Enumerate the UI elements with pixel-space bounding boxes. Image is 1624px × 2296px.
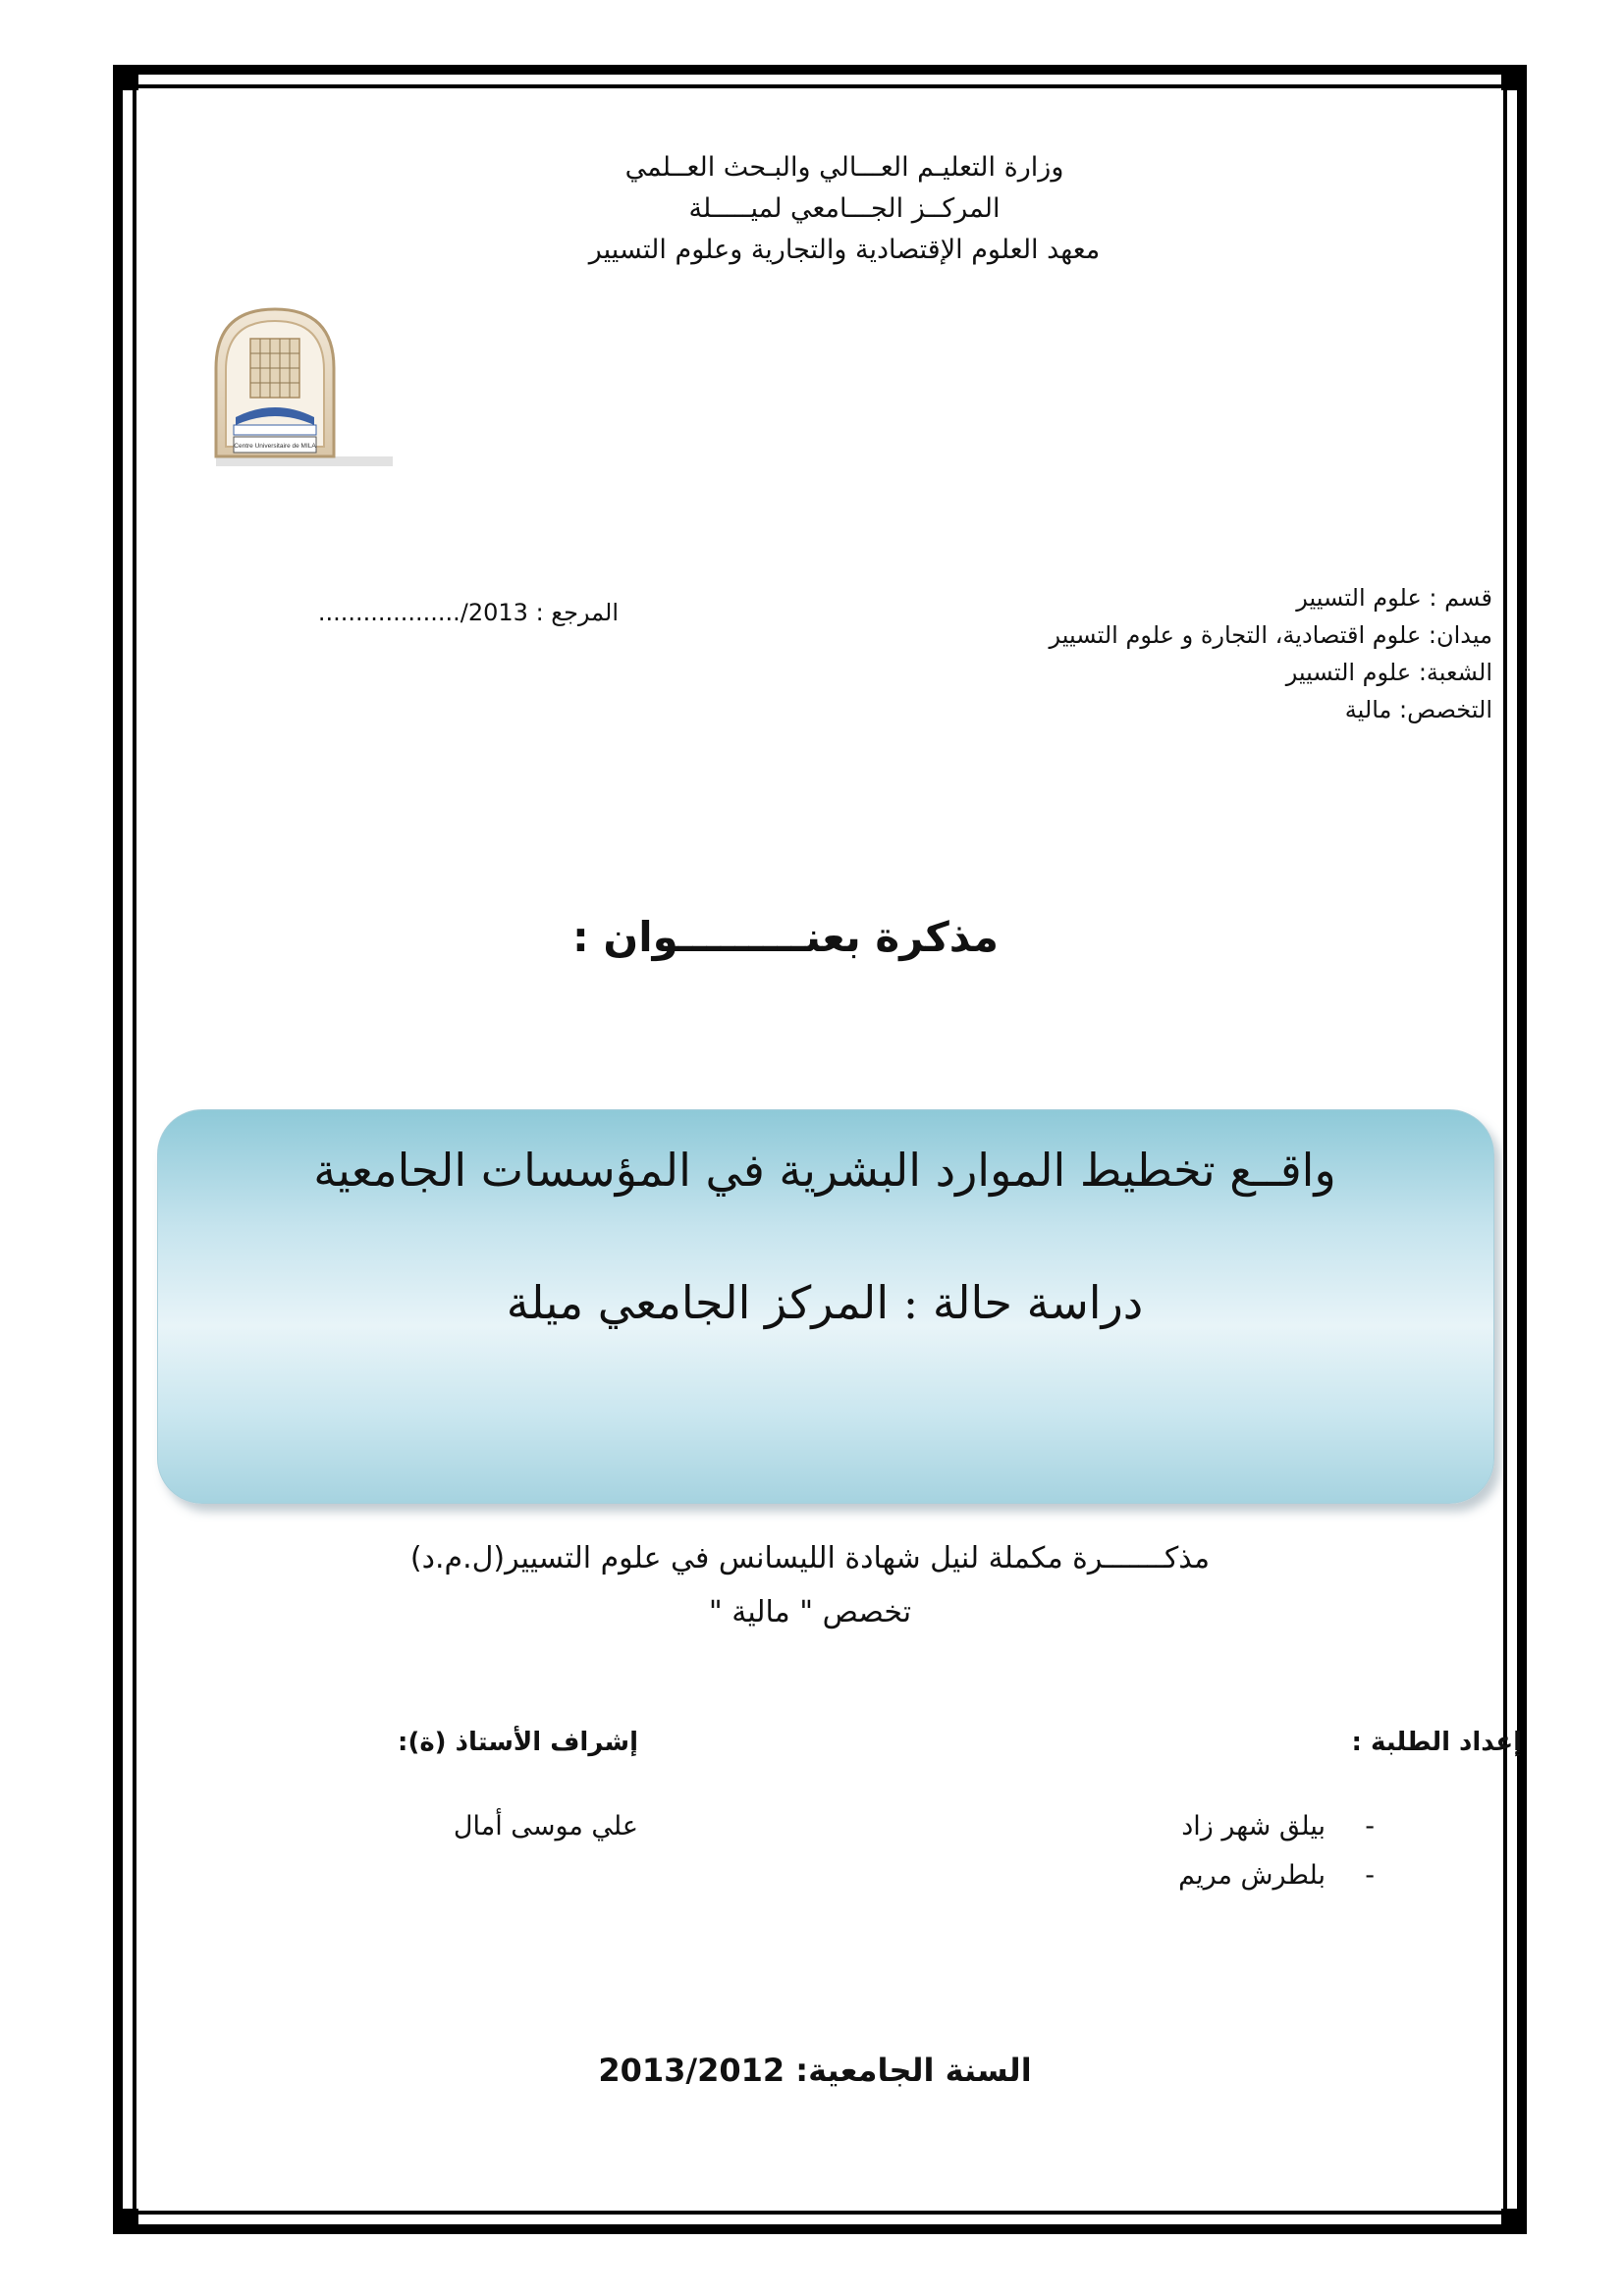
supervisor-name: علي موسى أمال	[453, 1811, 638, 1842]
logo-caption: Centre Universitaire de MILA	[234, 443, 316, 450]
institute-name: معهد العلوم الإقتصادية والتجارية وعلوم التسيير	[588, 235, 1101, 265]
list-bullet: -	[1365, 1860, 1375, 1891]
department-info	[962, 579, 1492, 728]
border-corner	[113, 2209, 138, 2234]
section-line: قسم : علوم التسيير	[1296, 584, 1492, 612]
reference-line	[245, 599, 619, 626]
certificate-line: مذكـــــــرة مكملة لنيل شهادة الليسانس في علوم التسيير(ل.م.د)	[409, 1541, 1211, 1575]
supervisor-label: إشراف الأستاذ (ة):	[398, 1728, 638, 1757]
university-logo	[206, 299, 393, 476]
specialty-line: التخصص: مالية	[1344, 696, 1492, 723]
reference-label: المرجع :	[535, 599, 619, 626]
institution-header	[511, 147, 1178, 271]
academic-year	[550, 2052, 1080, 2089]
academic-year-value: 2013/2012	[598, 2052, 785, 2089]
border-corner	[1501, 65, 1527, 90]
list-bullet: -	[1365, 1811, 1375, 1842]
students-label: إعداد الطلبة :	[1351, 1728, 1522, 1757]
ministry-name: وزارة التعليـم العـــالي والبـحث العــلمي	[624, 152, 1064, 183]
reference-value: .................../2013	[317, 599, 528, 626]
university-logo-icon	[206, 299, 393, 476]
border-corner	[1501, 2209, 1527, 2234]
academic-year-label: السنة الجامعية:	[795, 2052, 1032, 2089]
specialty-line-center: تخصص " مالية "	[708, 1595, 912, 1629]
memo-title-label: مذكرة بعنـــــــــوان :	[571, 913, 1000, 961]
branch-line: الشعبة: علوم التسيير	[1285, 659, 1492, 686]
student-name: بيلق شهر زاد	[1181, 1811, 1326, 1842]
field-line: ميدان: علوم اقتصادية، التجارة و علوم التسيير	[1049, 621, 1492, 649]
thesis-title: واقــع تخطيط الموارد البشرية في المؤسسات الجامعية	[313, 1144, 1336, 1197]
center-name: المركــز الجـــامعي لميـــــلة	[688, 193, 1001, 224]
thesis-subtitle: دراسة حالة : المركز الجامعي ميلة	[506, 1276, 1144, 1329]
border-corner	[113, 65, 138, 90]
student-name: بلطرش مريم	[1178, 1860, 1326, 1891]
